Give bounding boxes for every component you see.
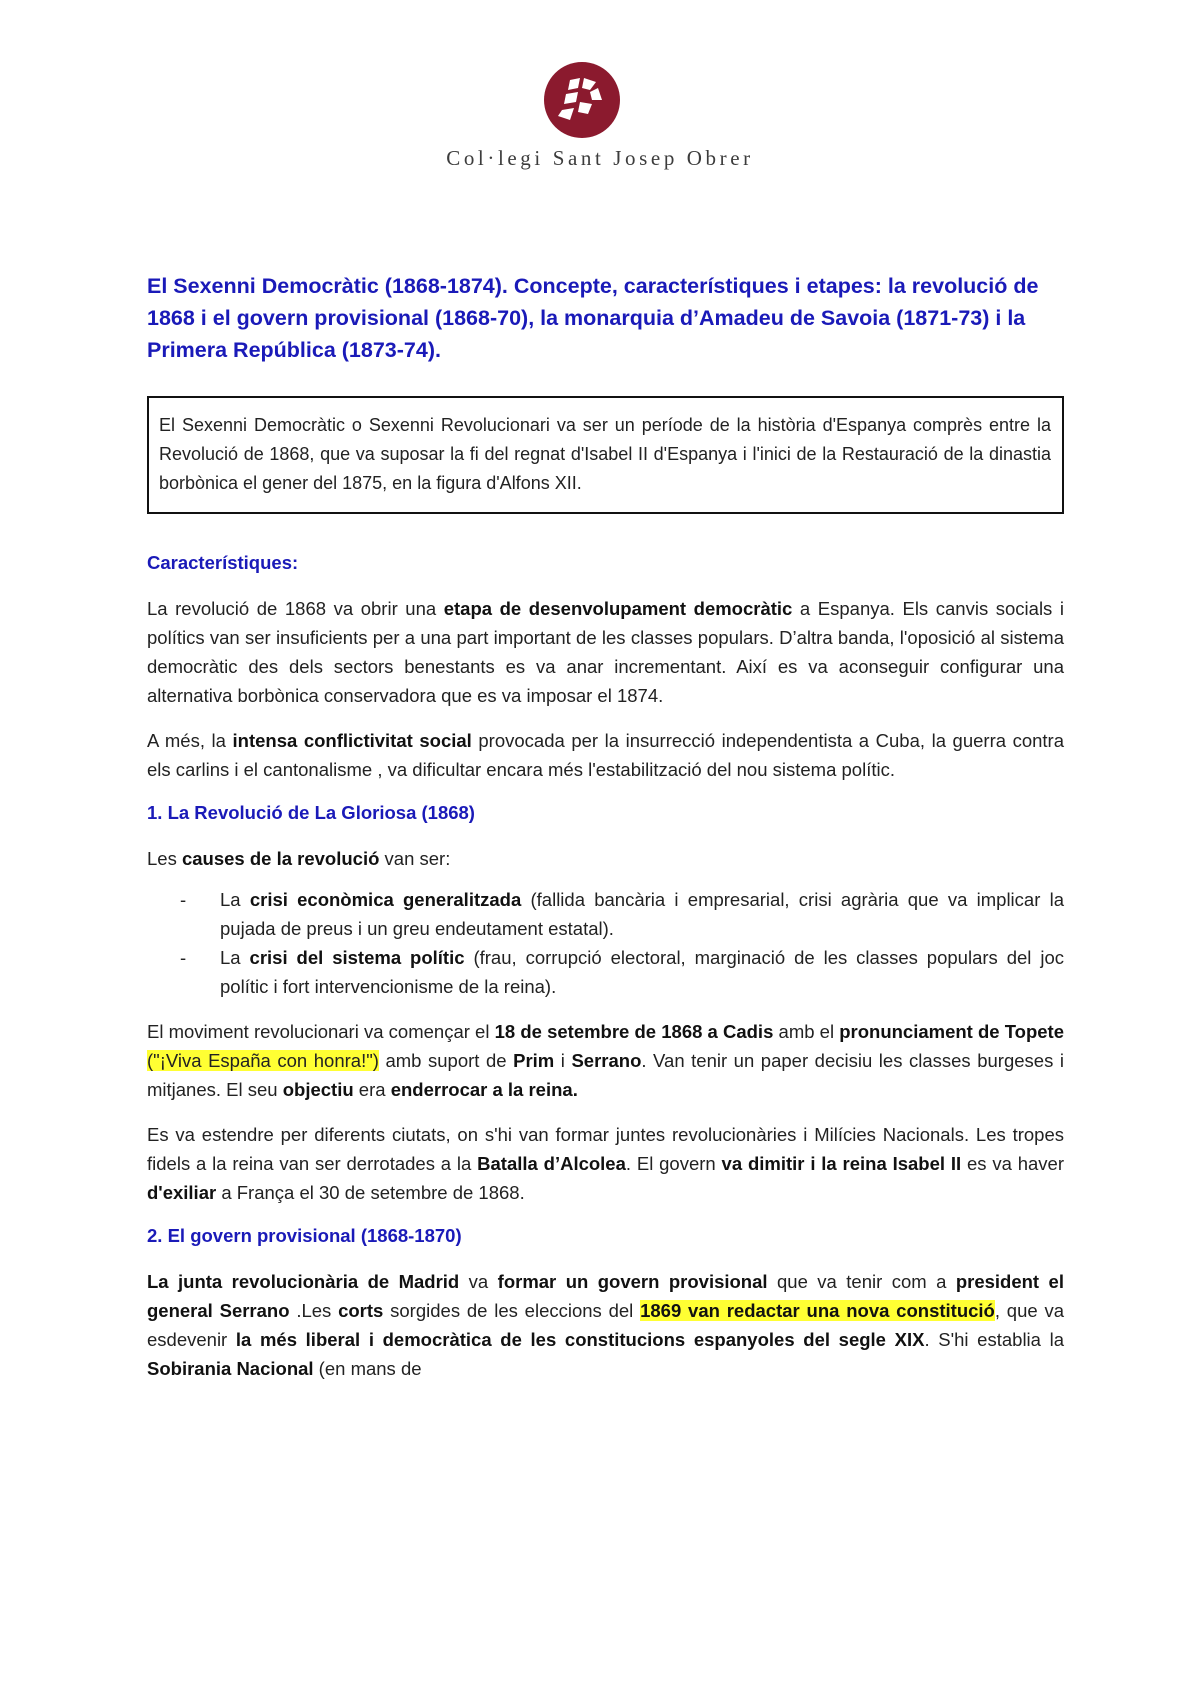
heading-caracteristiques: Característiques:	[147, 552, 299, 573]
page-title: El Sexenni Democràtic (1868-1874). Concepte, característiques i etapes: la revolució de 1868 i el govern provisional (1868-70), la monarquia d’Amadeu de Savoia (1871-73) i la Primera República (1873-74).	[147, 274, 1039, 362]
paragraph-char-1: La revolució de 1868 va obrir una etapa de desenvolupament democràtic a Espanya. Els canvis socials i polítics van ser insuficients per a una part important de les classes populars. D’altra banda, l'oposició al sistema democràtic des dels sectors benestants es va anar incrementant. Així es va aconseguir configurar una alternativa borbònica conservadora que es va imposar el 1874.	[147, 598, 1064, 706]
heading-section-1: 1. La Revolució de La Gloriosa (1868)	[147, 802, 475, 823]
paragraph-causes: Les causes de la revolució van ser:	[147, 848, 451, 869]
list-item: - La crisi del sistema polític (frau, corrupció electoral, marginació de les classes populars del joc polític i fort intervencionisme de la reina).	[147, 943, 1064, 1001]
document-body	[147, 270, 1064, 1399]
highlighted-quote: ("¡Viva España con honra!")	[147, 1050, 379, 1071]
paragraph-estendre: Es va estendre per diferents ciutats, on s'hi van formar juntes revolucionàries i Milícies Nacionals. Les tropes fidels a la reina van ser derrotades a la Batalla d’Alcolea. El govern va dimitir i la reina Isabel II es va haver d'exiliar a França el 30 de setembre de 1868.	[147, 1124, 1064, 1203]
causes-list	[147, 885, 1064, 1001]
paragraph-char-2: A més, la intensa conflictivitat social provocada per la insurrecció independentista a Cuba, la guerra contra els carlins i el cantonalisme , va dificultar encara més l'estabilització del nou sistema polític.	[147, 730, 1065, 780]
school-name: Col·legi Sant Josep Obrer	[446, 146, 754, 170]
heading-section-2: 2. El govern provisional (1868-1870)	[147, 1225, 462, 1246]
intro-box: El Sexenni Democràtic o Sexenni Revolucionari va ser un període de la història d'Espanya comprès entre la Revolució de 1868, que va suposar la fi del regnat d'Isabel II d'Espanya i l'inici de la Restauració de la dinastia borbònica el gener del 1875, en la figura d'Alfons XII.	[147, 396, 1064, 514]
school-logo	[540, 58, 624, 142]
list-item: - La crisi econòmica generalitzada (fallida bancària i empresarial, crisi agrària que va implicar la pujada de preus i un greu endeutament estatal).	[147, 885, 1064, 943]
paragraph-govern: La junta revolucionària de Madrid va formar un govern provisional que va tenir com a president el general Serrano .Les corts sorgides de les eleccions del 1869 van redactar una nova constitució, que va esdevenir la més liberal i democràtica de les constitucions espanyoles del segle XIX. S'hi establia la Sobirania Nacional (en mans de	[147, 1271, 1065, 1379]
highlighted-constitution: 1869 van redactar una nova constitució	[640, 1300, 995, 1321]
paragraph-moviment: El moviment revolucionari va començar el 18 de setembre de 1868 a Cadis amb el pronunciament de Topete ("¡Viva España con honra!") amb suport de Prim i Serrano. Van tenir un paper decisiu les classes burgeses i mitjanes. El seu objectiu era enderrocar a la reina.	[147, 1021, 1064, 1100]
